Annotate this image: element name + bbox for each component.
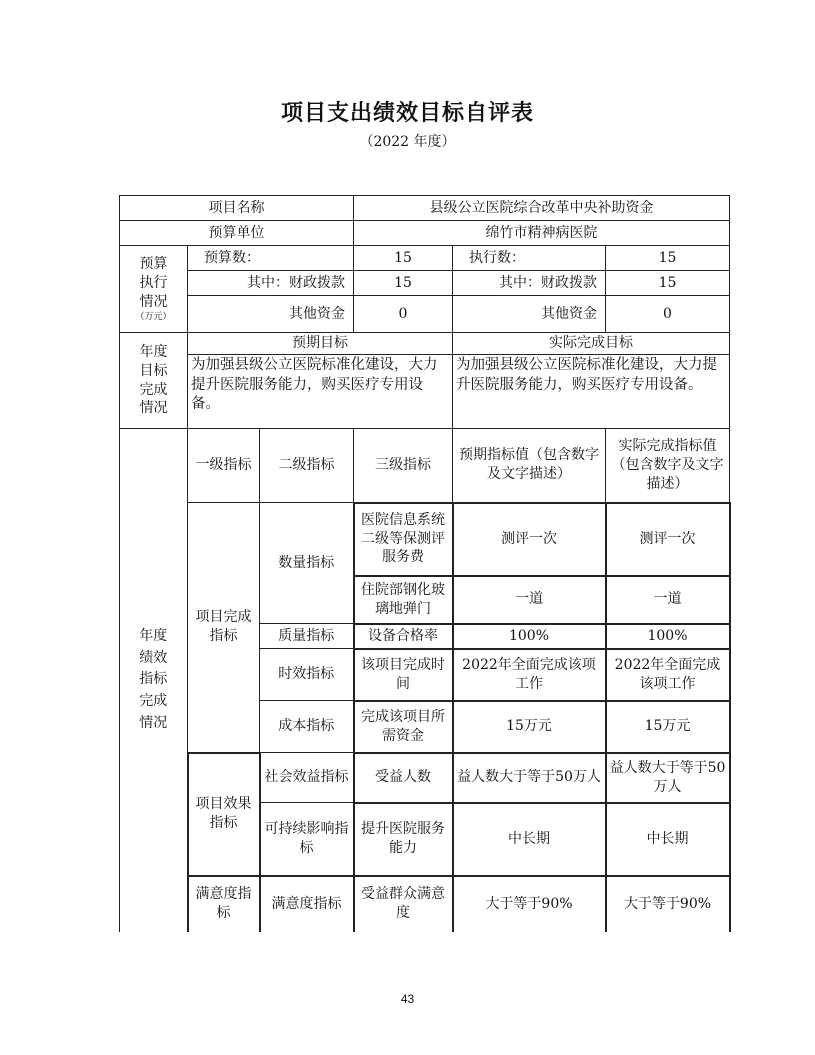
r1-actual: 测评一次 bbox=[606, 503, 730, 576]
fiscal-label-2: 其中：财政拨款 bbox=[453, 271, 606, 296]
r7-actual: 中长期 bbox=[606, 803, 730, 876]
actual-goal-header: 实际完成目标 bbox=[453, 333, 730, 355]
r2-level3: 住院部钢化玻璃地弹门 bbox=[354, 576, 453, 624]
r5-actual: 15万元 bbox=[606, 701, 730, 753]
fiscal-exec-value: 15 bbox=[606, 271, 730, 296]
r6-expected: 益人数大于等于50万人 bbox=[453, 753, 606, 803]
budget-unit-label: 预算单位 bbox=[120, 221, 354, 246]
sustain-indicator-label: 可持续影响指标 bbox=[260, 803, 354, 876]
page-subtitle: （2022 年度） bbox=[359, 134, 456, 150]
budget-count-value: 15 bbox=[354, 246, 453, 271]
expected-goal-text: 为加强县级公立医院标准化建设，大力提升医院服务能力，购买医疗专用设备。 bbox=[188, 355, 453, 429]
r2-expected: 一道 bbox=[453, 576, 606, 624]
r1-level3: 医院信息系统二级等保测评服务费 bbox=[354, 503, 453, 576]
r6-level3: 受益人数 bbox=[354, 753, 453, 803]
timeliness-indicator-label: 时效指标 bbox=[260, 649, 354, 701]
effect-indicator-label: 项目效果指标 bbox=[188, 753, 260, 876]
budget-exec-label bbox=[120, 246, 188, 333]
cost-indicator-label: 成本指标 bbox=[260, 701, 354, 753]
budget-unit-value: 绵竹市精神病医院 bbox=[354, 221, 730, 246]
r3-actual: 100% bbox=[606, 624, 730, 649]
expected-goal-header: 预期目标 bbox=[188, 333, 453, 355]
header-level2: 二级指标 bbox=[260, 429, 354, 503]
exec-count-value: 15 bbox=[606, 246, 730, 271]
r4-level3: 该项目完成时间 bbox=[354, 649, 453, 701]
annual-goal-label bbox=[120, 333, 188, 429]
quality-indicator-label: 质量指标 bbox=[260, 624, 354, 649]
r8-level3: 受益群众满意度 bbox=[354, 876, 453, 932]
annual-goal-label-text: 年度目标完成情况 bbox=[139, 343, 168, 417]
other-funds-label: 其他资金 bbox=[188, 296, 354, 333]
other-exec-value: 0 bbox=[606, 296, 730, 333]
r1-expected: 测评一次 bbox=[453, 503, 606, 576]
header-level3: 三级指标 bbox=[354, 429, 453, 503]
completion-indicator-label: 项目完成指标 bbox=[188, 503, 260, 753]
r8-actual: 大于等于90% bbox=[606, 876, 730, 932]
r8-expected: 大于等于90% bbox=[453, 876, 606, 932]
r4-actual: 2022年全面完成该项工作 bbox=[606, 649, 730, 701]
other-budget-value: 0 bbox=[354, 296, 453, 333]
page-number: 43 bbox=[400, 992, 415, 1006]
project-name-label: 项目名称 bbox=[120, 196, 354, 221]
r6-actual: 益人数大于等于50万人 bbox=[606, 753, 730, 803]
r7-expected: 中长期 bbox=[453, 803, 606, 876]
performance-label-text: 年度绩效指标完成情况 bbox=[139, 628, 168, 731]
r5-level3: 完成该项目所需资金 bbox=[354, 701, 453, 753]
fiscal-budget-value: 15 bbox=[354, 271, 453, 296]
r5-expected: 15万元 bbox=[453, 701, 606, 753]
satisfaction-level2: 满意度指标 bbox=[260, 876, 354, 932]
wan-yuan-label: （万元） bbox=[135, 312, 172, 323]
social-indicator-label: 社会效益指标 bbox=[260, 753, 354, 803]
page-title: 项目支出绩效目标自评表 bbox=[280, 101, 534, 126]
r4-expected: 2022年全面完成该项工作 bbox=[453, 649, 606, 701]
r3-level3: 设备合格率 bbox=[354, 624, 453, 649]
r2-actual: 一道 bbox=[606, 576, 730, 624]
project-name-value: 县级公立医院综合改革中央补助资金 bbox=[354, 196, 730, 221]
exec-count-label: 执行数： bbox=[453, 246, 606, 271]
actual-goal-text: 为加强县级公立医院标准化建设，大力提升医院服务能力，购买医疗专用设备。 bbox=[453, 355, 730, 429]
header-level1: 一级指标 bbox=[188, 429, 260, 503]
satisfaction-level1: 满意度指标 bbox=[188, 876, 260, 932]
header-expected: 预期指标值（包含数字及文字描述） bbox=[453, 429, 606, 503]
budget-count-label: 预算数： bbox=[188, 246, 354, 271]
header-actual: 实际完成指标值（包含数字及文字描述） bbox=[606, 429, 730, 503]
evaluation-table bbox=[119, 195, 731, 932]
r7-level3: 提升医院服务能力 bbox=[354, 803, 453, 876]
other-funds-label-2: 其他资金 bbox=[453, 296, 606, 333]
r3-expected: 100% bbox=[453, 624, 606, 649]
budget-exec-label-text: 预算执行情况 bbox=[139, 256, 168, 310]
fiscal-label: 其中：财政拨款 bbox=[188, 271, 354, 296]
performance-label bbox=[120, 429, 188, 932]
quantity-indicator-label: 数量指标 bbox=[260, 503, 354, 624]
